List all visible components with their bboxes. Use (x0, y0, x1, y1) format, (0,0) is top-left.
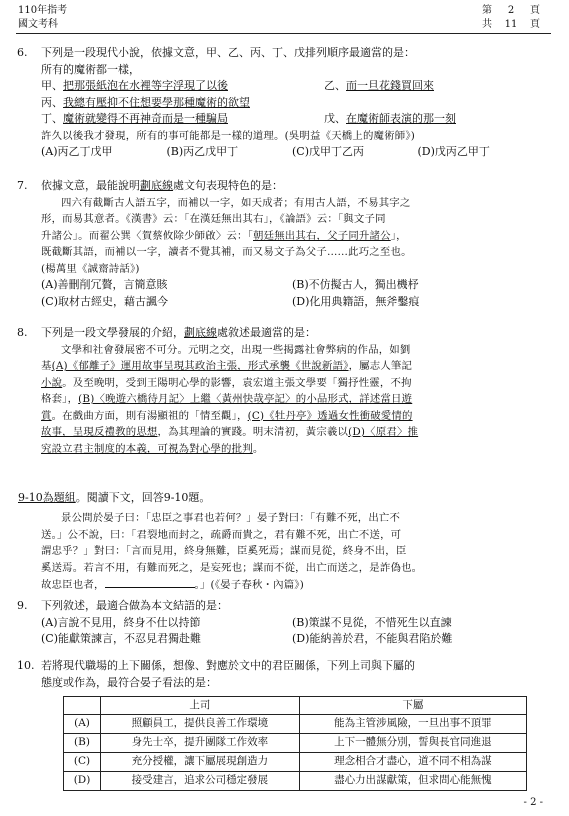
option-a[interactable]: (A)言說不見用，終身不仕以持節 (41, 615, 201, 629)
passage-line: 賞。在戲曲方面，則有湯顯祖的「情至觀」，(C)《牡丹亭》透過女性衝破愛情的 (41, 409, 413, 422)
question-number: 7. (17, 179, 28, 192)
passage-line: 基(A)《郁離子》運用故事呈現其政治主張，形式承襲《世說新語》，屬志人筆記 (41, 360, 413, 372)
option-c[interactable]: (C)戊甲丁乙丙 (292, 145, 364, 158)
answer-options (41, 144, 543, 161)
question-10 (17, 658, 543, 691)
option-d[interactable]: (D)戊丙乙甲丁 (417, 145, 490, 158)
option-a[interactable]: (A)丙乙丁戊甲 (41, 145, 113, 158)
passage-line: 格套」，(B)〈晚遊六橋待月記〉上繼〈黃州快哉亭記〉的小品形式，詳述當日遊 (41, 393, 413, 405)
question-8 (17, 325, 543, 457)
header-right (475, 4, 547, 32)
question-stem: 下列敘述，最適合做為本文結語的是： (41, 599, 228, 612)
passage-line: 故事，呈現反禮教的思想，為其理論的實踐。明末清初，黃宗羲以(D)〈原君〉推 (41, 426, 419, 438)
passage-line: 小說。及至晚明，受到王陽明心學的影響，袁宏道主張文學要「獨抒性靈，不拘 (41, 376, 412, 389)
segment-b: (B)〈晚遊六橋待月記〉上繼〈黃州快哉亭記〉的小品形式，詳述當日遊 (78, 393, 413, 405)
question-7 (17, 178, 543, 310)
passage-source: (楊萬里《誠齋詩話》) (41, 262, 140, 275)
passage-tail: 許久以後我才發現，所有的事可能都是一樣的道理。(吳明益《天橋上的魔術師》) (41, 129, 415, 142)
item-wu: 在魔術師表演的那一刻 (346, 112, 456, 125)
option-d[interactable]: (D)能納善於君，不能與君陷於難 (292, 632, 453, 645)
header-divider (16, 33, 551, 34)
item-jia-row: 甲、把那張紙泡在水裡等字浮現了以後 乙、而一旦花錢買回來 (41, 79, 434, 92)
superior-cell: 照顧員工，提供良善工作環境 (101, 714, 300, 733)
subject-name: 國文考科 (18, 19, 58, 30)
option-key: (C) (64, 752, 101, 771)
passage-line: 奚送焉。若言不用，有難而死之，是妄死也；謀而不從，出亡而送之，是詐偽也。 (41, 561, 423, 574)
answer-options (41, 615, 543, 648)
group-passage (41, 510, 543, 594)
passage-line: 既截斷其語，而補以一字，讀者不覺其補，而又易文子為父子……此巧之至也。 (41, 246, 412, 258)
passage-line: 景公問於晏子曰：「忠臣之事君也若何？」晏子對曰：「有難不死，出亡不 (61, 512, 401, 524)
header-cell-superior: 上司 (101, 697, 300, 715)
option-b[interactable]: (B)不仿擬古人，獨出機杼 (292, 278, 419, 291)
segment-d: (D)〈原君〉推 (348, 426, 419, 438)
option-key: (D) (64, 771, 101, 790)
superior-cell: 充分授權，讓下屬展現創造力 (101, 752, 300, 771)
option-a[interactable]: (A)善刪削冗贅，言簡意賅 (41, 278, 168, 291)
passage-line: 所有的魔術都一樣， (41, 62, 140, 76)
question-stem-cont: 態度或作為，最符合晏子看法的是： (41, 675, 217, 689)
question-group-intro: 9-10為題組。閱讀下文，回答9-10題。 (18, 491, 211, 504)
header-left (18, 4, 67, 32)
options-table (63, 696, 527, 791)
page-number: 2 (507, 5, 515, 16)
question-stem: 下列是一段文學發展的介紹，劃底線處敘述最適當的是： (41, 326, 316, 339)
item-ding: 魔術就變得不再神奇而是一種騙局 (63, 112, 228, 125)
table-row[interactable] (64, 714, 527, 733)
passage-line: 升諸公」。而翟公巽〈賀蔡攸除少師啟〉云：「朝廷無出其右，父子同升諸公」， (41, 229, 407, 242)
option-key: (A) (64, 714, 101, 733)
passage-line: 文學和社會發展密不可分。元明之交，出現一些揭露社會弊病的作品，如劉 (61, 343, 411, 356)
header-cell-subordinate: 下屬 (299, 697, 526, 715)
passage-line: 謂忠乎？」對曰：「言而見用，終身無難，臣奚死焉；謀而見從，終身不出，臣 (41, 545, 407, 557)
question-stem: 下列是一段現代小說，依據文意，甲、乙、丙、丁、戊排列順序最適當的是： (41, 46, 415, 59)
total-pages: 共 11 頁 (482, 19, 540, 30)
page-indicator: 第 2 頁 (482, 5, 540, 16)
question-6 (17, 45, 543, 161)
passage-line: 四六有截斷古人語五字，而補以一字，如天成者；有用古人語，不易其字之 (61, 196, 411, 209)
subordinate-cell: 能為主管涉風險，一旦出事不頂罪 (299, 714, 526, 733)
superior-cell: 接受建言，追求公司穩定發展 (101, 771, 300, 790)
table-row[interactable] (64, 752, 527, 771)
question-number: 10. (17, 659, 35, 672)
option-c[interactable]: (C)取材古經史，藉古諷今 (41, 294, 168, 308)
option-key: (B) (64, 733, 101, 752)
page-footer: - 2 - (523, 797, 543, 808)
item-jia: 把那張紙泡在水裡等字浮現了以後 (63, 79, 228, 92)
option-b[interactable]: (B)丙乙戊甲丁 (166, 145, 239, 158)
passage-line: 究設立君主制度的本義，可視為對心學的批判。 (41, 442, 264, 455)
question-number: 6. (17, 46, 28, 59)
subordinate-cell: 理念相合才盡心，道不同不相為謀 (299, 752, 526, 771)
question-stem: 若將現代職場的上下關係，想像、對應於文中的君臣關係，下列上司與下屬的 (41, 659, 415, 672)
segment-c: (C)《牡丹亭》透過女性衝破愛情的 (247, 409, 413, 422)
underlined-sentence: 朝廷無出其右，父子同升諸公 (253, 229, 391, 242)
passage-line: 形，而易其意者。《漢書》云：「在漢廷無出其右」，《論語》云：「與文子同 (41, 213, 386, 225)
superior-cell: 身先士卒，提升團隊工作效率 (101, 733, 300, 752)
segment-a: (A)《郁離子》運用故事呈現其政治主張，形式承襲《世說新語》 (51, 360, 349, 372)
group-label: 9-10為題組 (18, 491, 76, 504)
answer-options (41, 277, 543, 310)
table-row[interactable] (64, 733, 527, 752)
exam-year: 110年指考 (18, 5, 68, 16)
option-b[interactable]: (B)策謀不見從，不惜死生以直諫 (292, 615, 452, 629)
passage-line: 送。」公不說，曰：「君裂地而封之，疏爵而貴之，君有難不死，出亡不送，可 (41, 528, 402, 541)
header-cell-empty (64, 697, 101, 715)
answer-blank (105, 576, 195, 588)
question-number: 9. (17, 599, 28, 612)
item-bing: 我總有壓抑不住想要學那種魔術的欲望 (63, 95, 250, 109)
question-9 (17, 598, 543, 648)
item-bing-row: 丙、我總有壓抑不住想要學那種魔術的欲望 (41, 95, 250, 109)
subordinate-cell: 上下一體無分別，誓與長官同進退 (299, 733, 526, 752)
option-c[interactable]: (C)能獻策諫言，不忍見君獨赴難 (41, 632, 201, 645)
option-d[interactable]: (D)化用典籍語，無斧鑿痕 (292, 294, 420, 308)
question-stem: 依據文意，最能說明劃底線處文句表現特色的是： (41, 179, 283, 192)
item-ding-row: 丁、魔術就變得不再神奇而是一種騙局 戊、在魔術師表演的那一刻 (41, 112, 456, 125)
table-header-row (64, 697, 527, 715)
subordinate-cell: 盡心力出謀獻策，但求問心能無愧 (299, 771, 526, 790)
item-yi: 而一旦花錢買回來 (346, 79, 434, 92)
table-row[interactable] (64, 771, 527, 790)
passage-line: 故忠臣也者， 。」(《晏子春秋・內篇》) (41, 576, 543, 594)
question-number: 8. (17, 326, 28, 339)
